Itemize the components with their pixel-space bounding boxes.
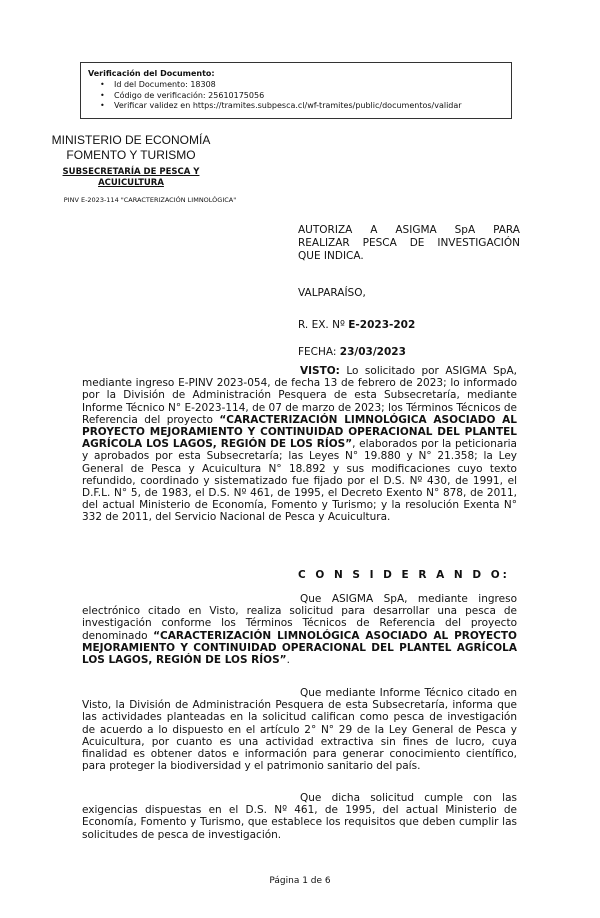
verification-title: Verificación del Documento:: [88, 69, 215, 78]
title-line-3: QUE INDICA.: [298, 250, 364, 262]
c1-text-b: .: [286, 654, 290, 667]
pinv-reference: PINV E-2023-114 "CARACTERIZACIÓN LIMNOLÓGICA": [63, 196, 237, 204]
c1-text-a: Que ASIGMA SpA, mediante ingreso electrónico citado en Visto, realiza solicitud para desarrollar una pesca de investigación conforme los Términos Técnicos de Referencia del proyecto denominado: [82, 593, 517, 642]
page-number: Página 1 de 6: [269, 876, 331, 886]
visto-text-a: Lo solicitado por ASIGMA SpA, mediante ingreso E-PINV 2023-054, de fecha 13 de febrero de 2023; lo informado por la División de Administración Pesquera de esta Subsecretaría, mediante Informe Técnico N° E-2023-114, de 07 de marzo de 2023; los Términos Técnicos de Referencia del proyecto: [82, 365, 517, 426]
ministry-name: [36, 133, 226, 163]
c1-project-name: “CARACTERIZACIÓN LIMNOLÓGICA ASOCIADO AL PROYECTO MEJORAMIENTO Y CONTINUIDAD OPERACIONAL DEL PLANTEL AGRÍCOLA LOS LAGOS, REGIÓN DE LOS RÍOS”: [82, 629, 517, 667]
ministry-line-1: MINISTERIO DE ECONOMÍA: [51, 133, 211, 147]
document-id: • Id del Documento: 18308: [100, 80, 511, 91]
c2-text: Que mediante Informe Técnico citado en Visto, la División de Administración Pesquera de esta Subsecretaría, informa que las actividades planteadas en la solicitud califican como pesca de investigación de acuerdo a lo dispuesto en el artículo 2° N° 29 de la Ley General de Pesca y Acuicultura, por cuanto es una actividad extractiva sin fines de lucro, cuya finalidad es obtener datos e información para generar conocimiento científico, para proteger la biodiversidad y el patrimonio sanitario del país.: [82, 687, 517, 773]
considerando-heading: C O N S I D E R A N D O:: [298, 569, 510, 581]
city: VALPARAÍSO,: [298, 287, 366, 299]
visto-project-name: “CARACTERIZACIÓN LIMNOLÓGICA ASOCIADO AL PROYECTO MEJORAMIENTO Y CONTINUIDAD OPERACIONAL DEL PLANTEL AGRÍCOLA LOS LAGOS, REGIÓN DE LOS RÍOS”: [82, 413, 518, 451]
verification-list: [88, 80, 511, 112]
rex-number: E-2023-202: [348, 319, 416, 331]
resolution-title: [298, 224, 520, 263]
resolution-number: [298, 319, 415, 332]
resolution-date: [298, 346, 406, 359]
fecha-value: 23/03/2023: [339, 346, 406, 358]
visto-text-b: , elaborados por la peticionaria y aprobados por esta Subsecretaría; las Leyes N° 19.880 y N° 21.358; la Ley General de Pesca y Acuicultura N° 18.892 y sus modificaciones cuyo texto refundido, coordinado y sistematizado fue fijado por el D.S. Nº 430, de 1991, el D.F.L. N° 5, de 1983, el D.S. Nº 461, de 1995, el Decreto Exento N° 878, de 2011, del actual Ministerio de Economía, Fomento y Turismo; y la resolución Exenta N° 332 de 2011, del Servicio Nacional de Pesca y Acuicultura.: [82, 438, 517, 524]
verification-code: • Código de verificación: 25610175056: [100, 91, 511, 102]
verification-link[interactable]: • Verificar validez en https://tramites.subpesca.cl/wf-tramites/public/documentos/validar: [100, 101, 511, 112]
rex-label: R. EX. Nº: [298, 319, 345, 331]
visto-paragraph: [82, 365, 517, 524]
considerando-paragraph-1: [82, 593, 517, 666]
ministry-line-2: FOMENTO Y TURISMO: [66, 148, 196, 162]
subsecretaria-name: SUBSECRETARÍA DE PESCA Y ACUICULTURA: [62, 167, 200, 188]
fecha-label: FECHA:: [298, 346, 337, 358]
title-line-2: REALIZAR PESCA DE INVESTIGACIÓN: [298, 237, 520, 249]
considerando-paragraph-3: [82, 792, 517, 841]
verification-box: [80, 62, 512, 119]
visto-label: VISTO:: [300, 365, 340, 377]
considerando-paragraph-2: [82, 687, 517, 772]
title-line-1: AUTORIZA A ASIGMA SpA PARA: [298, 224, 520, 236]
c3-text: Que dicha solicitud cumple con las exigencias dispuestas en el D.S. Nº 461, de 1995, del actual Ministerio de Economía, Fomento y Turismo, que establece los requisitos que deben cumplir las solicitudes de pesca de investigación.: [82, 792, 517, 841]
